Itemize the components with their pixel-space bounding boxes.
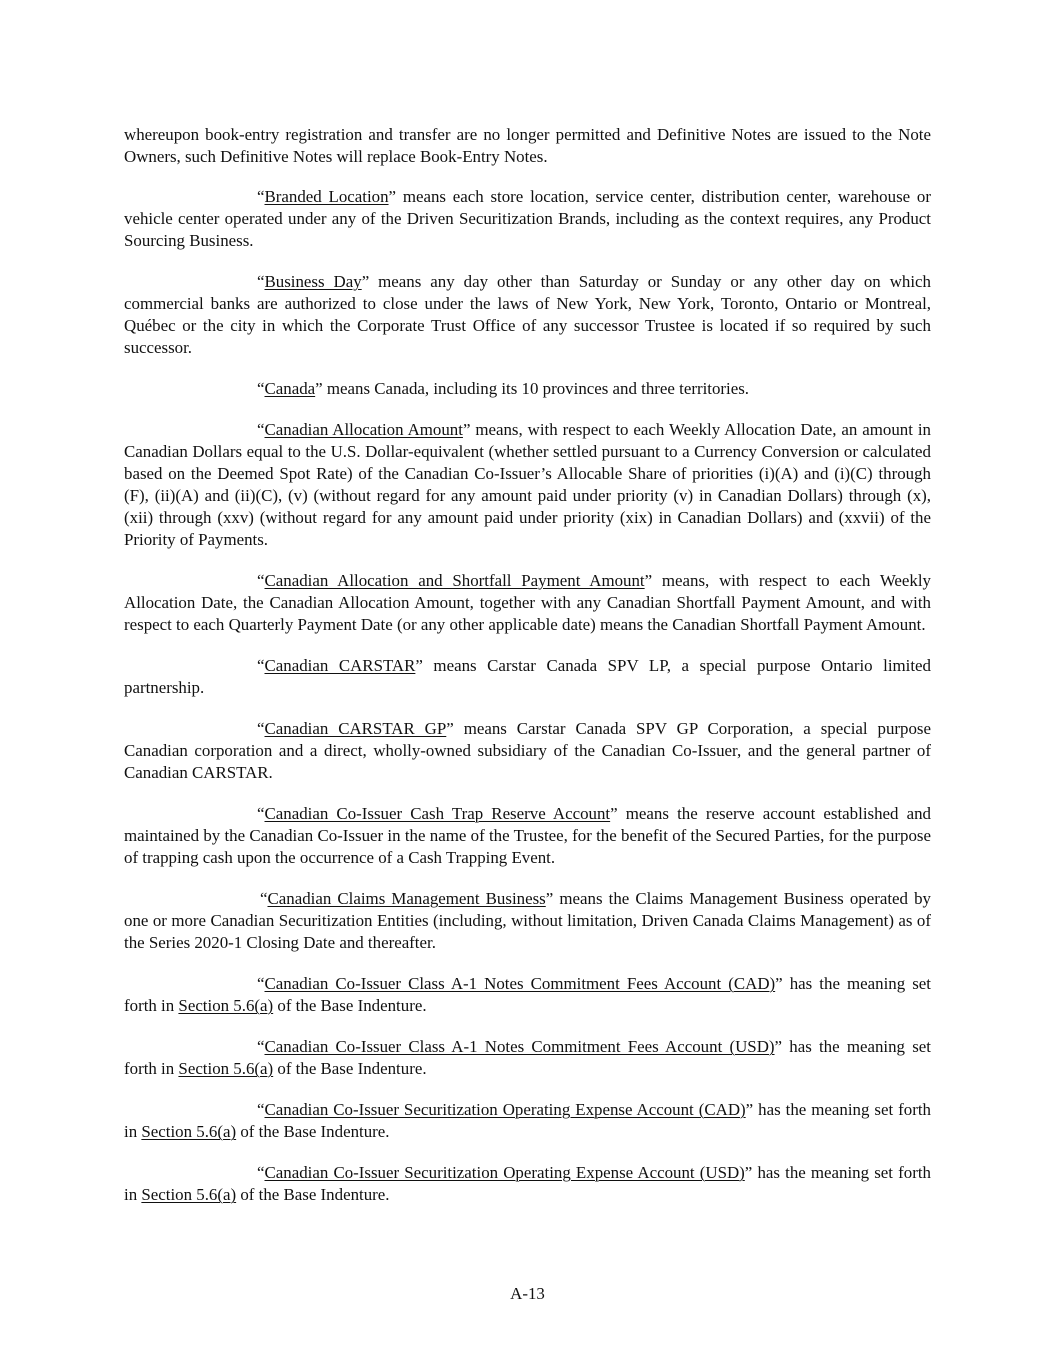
defined-term: Canadian Co-Issuer Cash Trap Reserve Account (264, 804, 611, 823)
definition-tail: of the Base Indenture. (236, 1185, 390, 1204)
open-quote: “ (257, 272, 265, 291)
definition-text: ” means each store location, service center, distribution center, warehouse or vehicle center operated under any of the Driven Securitization Brands, including as the context requires, any Product Sourcing Business. (124, 187, 931, 250)
defined-term: Canadian Co-Issuer Class A-1 Notes Commitment Fees Account (CAD) (264, 974, 776, 993)
open-quote: “ (257, 656, 265, 675)
definition-commitment-fees-cad (124, 973, 931, 1017)
defined-term: Canadian CARSTAR (264, 656, 416, 675)
definition-text: ” has the meaning set forth in (124, 974, 931, 1015)
definition-text: ” has the meaning set forth in (124, 1163, 931, 1204)
definition-text: ” has the meaning set forth in (124, 1037, 931, 1078)
open-quote: “ (257, 974, 265, 993)
open-quote: “ (257, 1163, 265, 1182)
definition-text: ” has the meaning set forth in (124, 1100, 931, 1141)
section-reference: Section 5.6(a) (178, 996, 274, 1015)
definition-cash-trap-reserve-account (124, 803, 931, 869)
definition-text: ” means, with respect to each Weekly Allocation Date, the Canadian Allocation Amount, together with any Canadian Shortfall Payment Amount, and with respect to each Quarterly Payment Date (or any other applicable date) means the Canadian Shortfall Payment Amount. (124, 571, 931, 634)
definition-text: ” means the reserve account established and maintained by the Canadian Co-Issuer in the name of the Trustee, for the benefit of the Secured Parties, for the purpose of trapping cash upon the occurrence of a Cash Trapping Event. (124, 804, 931, 867)
defined-term: Canadian CARSTAR GP (264, 719, 447, 738)
definition-canada (124, 378, 931, 400)
definition-operating-expense-cad (124, 1099, 931, 1143)
definition-tail: of the Base Indenture. (273, 996, 427, 1015)
definition-text: ” means Carstar Canada SPV LP, a special purpose Ontario limited partnership. (124, 656, 931, 697)
defined-term: Canadian Allocation and Shortfall Payment Amount (264, 571, 645, 590)
open-quote: “ (257, 379, 265, 398)
open-quote: “ (257, 1100, 265, 1119)
defined-term: Business Day (264, 272, 362, 291)
definition-canadian-allocation-amount (124, 419, 931, 551)
definition-commitment-fees-usd (124, 1036, 931, 1080)
definition-canadian-claims-management (124, 888, 931, 954)
continuation-paragraph (124, 124, 931, 168)
definition-text: ” means Canada, including its 10 provinces and three territories. (315, 379, 750, 398)
definitions-body (124, 124, 931, 1225)
definition-canadian-carstar (124, 655, 931, 699)
defined-term: Canadian Co-Issuer Securitization Operating Expense Account (USD) (264, 1163, 745, 1182)
open-quote: “ (257, 719, 265, 738)
open-quote: “ (257, 187, 265, 206)
defined-term: Canadian Co-Issuer Securitization Operating Expense Account (CAD) (264, 1100, 746, 1119)
definition-text: ” means, with respect to each Weekly Allocation Date, an amount in Canadian Dollars equal to the U.S. Dollar-equivalent (whether settled pursuant to a Currency Conversion or calculated based on the Deemed Spot Rate) of the Canadian Co-Issuer’s Allocable Share of priorities (i)(A) and (i)(C) through (F), (ii)(A) and (ii)(C), (v) (without regard for any amount paid under priority (v) in Canadian Dollars) through (x), (xii) through (xxv) (without regard for any amount paid under priority (xix) in Canadian Dollars) and (xxvii) of the Priority of Payments. (124, 420, 931, 549)
paragraph-text: whereupon book-entry registration and transfer are no longer permitted and Definitive Notes are issued to the Note Owners, such Definitive Notes will replace Book-Entry Notes. (124, 125, 931, 166)
definition-branded-location (124, 186, 931, 252)
definition-canadian-carstar-gp (124, 718, 931, 784)
definition-text: ” means any day other than Saturday or Sunday or any other day on which commercial banks are authorized to close under the laws of New York, New York, Toronto, Ontario or Montreal, Québec or the city in which the Corporate Trust Office of any successor Trustee is located if so required by such successor. (124, 272, 931, 357)
open-quote: “ (257, 571, 265, 590)
definition-business-day (124, 271, 931, 359)
defined-term: Canadian Claims Management Business (267, 889, 546, 908)
defined-term: Branded Location (264, 187, 389, 206)
definition-operating-expense-usd (124, 1162, 931, 1206)
defined-term: Canadian Co-Issuer Class A-1 Notes Commitment Fees Account (USD) (264, 1037, 775, 1056)
open-quote: “ (260, 889, 268, 908)
defined-term: Canada (264, 379, 316, 398)
definition-canadian-allocation-and-shortfall (124, 570, 931, 636)
definition-text: ” means Carstar Canada SPV GP Corporation, a special purpose Canadian corporation and a direct, wholly-owned subsidiary of the Canadian Co-Issuer, and the general partner of Canadian CARSTAR. (124, 719, 932, 782)
definition-tail: of the Base Indenture. (236, 1122, 390, 1141)
open-quote: “ (257, 1037, 265, 1056)
open-quote: “ (257, 420, 265, 439)
section-reference: Section 5.6(a) (141, 1122, 237, 1141)
definition-text: ” means the Claims Management Business operated by one or more Canadian Securitization Entities (including, without limitation, Driven Canada Claims Management) as of the Series 2020-1 Closing Date and thereafter. (124, 889, 931, 952)
section-reference: Section 5.6(a) (141, 1185, 237, 1204)
page-number: A-13 (510, 1284, 545, 1303)
defined-term: Canadian Allocation Amount (264, 420, 463, 439)
open-quote: “ (257, 804, 265, 823)
section-reference: Section 5.6(a) (178, 1059, 274, 1078)
definition-tail: of the Base Indenture. (273, 1059, 427, 1078)
